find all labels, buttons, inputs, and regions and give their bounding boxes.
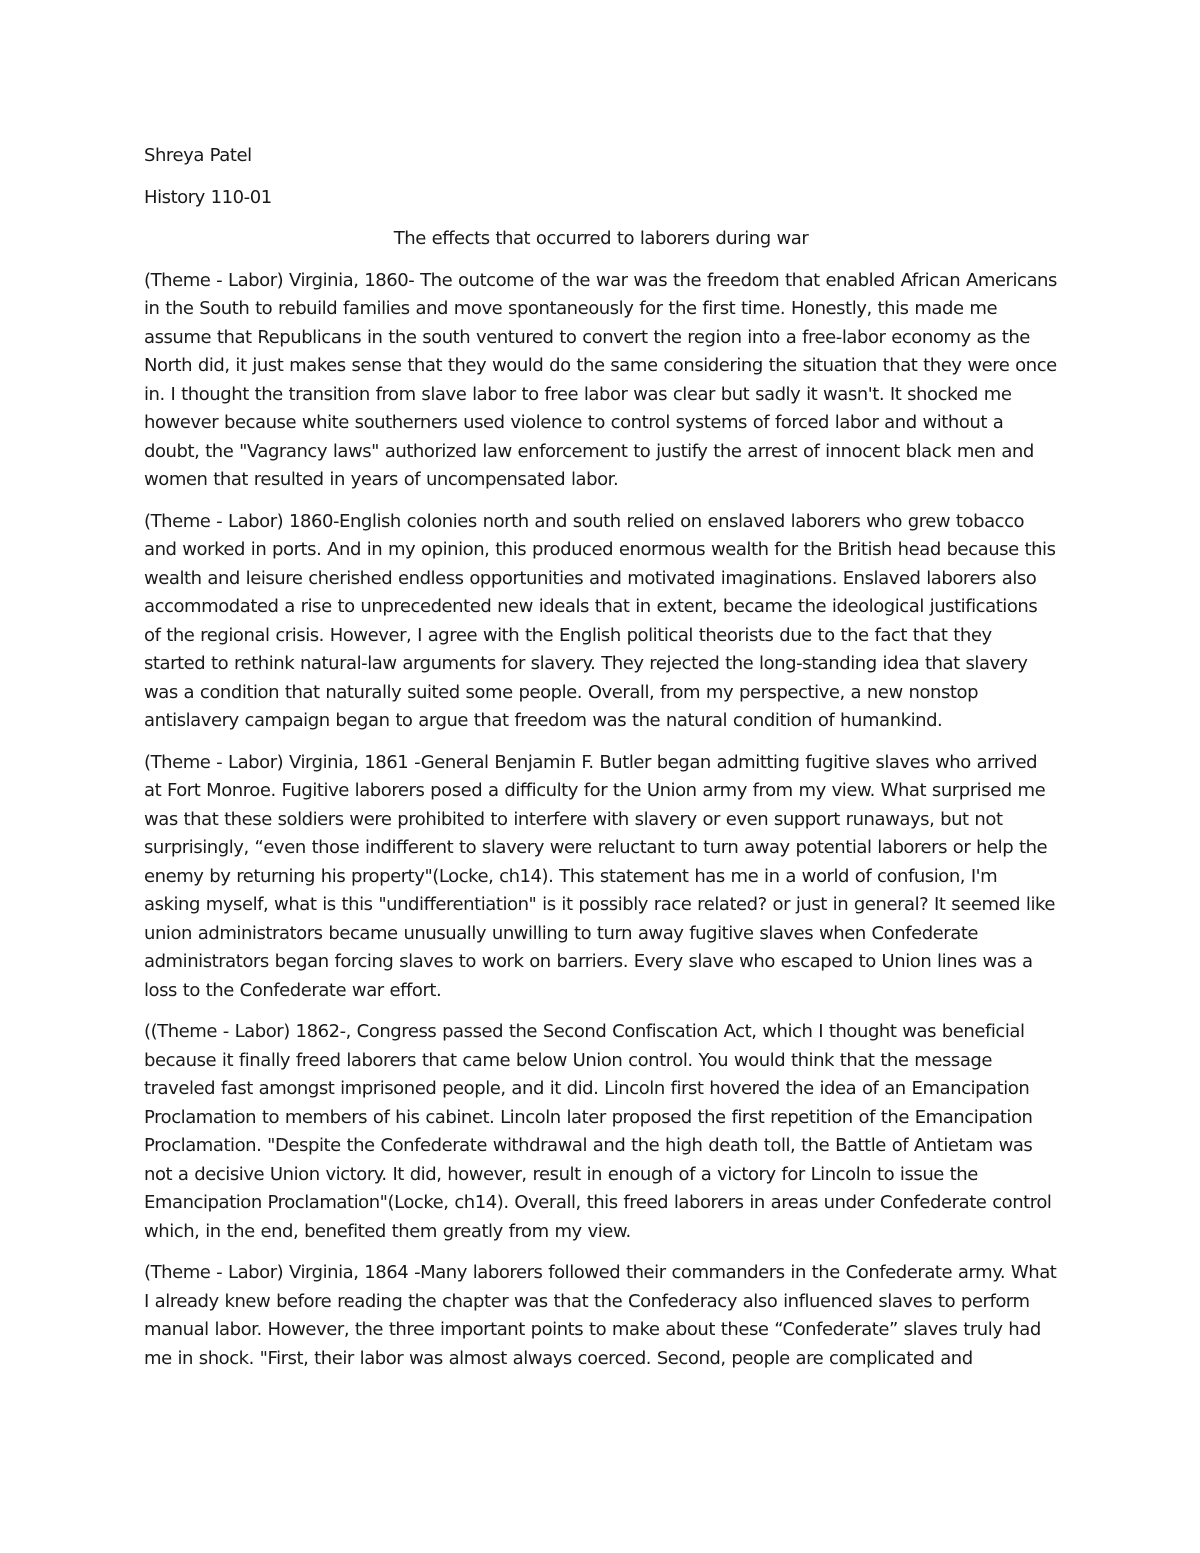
- paragraph-3: (Theme - Labor) Virginia, 1861 -General Benjamin F. Butler began admitting fugitive slaves who arrived at Fort Monroe. Fugitive laborers posed a difficulty for the Union army from my view. What surprised me was that these soldiers were prohibited to interfere with slavery or even support runaways, but not surprisingly, “even those indifferent to slavery were reluctant to turn away potential laborers or help the enemy by returning his property"(Locke, ch14). This statement has me in a world of confusion, I'm asking myself, what is this "undifferentiation" is it possibly race related? or just in general? It seemed like union administrators became unusually unwilling to turn away fugitive slaves when Confederate administrators began forcing slaves to work on barriers. Every slave who escaped to Union lines was a loss to the Confederate war effort.: [144, 751, 1055, 1001]
- document-body: [144, 142, 1058, 1386]
- paragraph-2: (Theme - Labor) 1860-English colonies north and south relied on enslaved laborers who grew tobacco and worked in ports. And in my opinion, this produced enormous wealth for the British head because this wealth and leisure cherished endless opportunities and motivated imaginations. Enslaved laborers also accommodated a rise to unprecedented new ideals that in extent, became the ideological justifications of the regional crisis. However, I agree with the English political theorists due to the fact that they started to rethink natural-law arguments for slavery. They rejected the long-standing idea that slavery was a condition that naturally suited some people. Overall, from my perspective, a new nonstop antislavery campaign began to argue that freedom was the natural condition of humankind.: [144, 510, 1056, 731]
- author-name: Shreya Patel: [144, 145, 252, 166]
- course-name: History 110-01: [144, 186, 272, 208]
- paragraph-4: ((Theme - Labor) 1862-, Congress passed the Second Confiscation Act, which I thought was beneficial because it finally freed laborers that came below Union control. You would think that the message traveled fast amongst imprisoned people, and it did. Lincoln first hovered the idea of an Emancipation Proclamation to members of his cabinet. Lincoln later proposed the first repetition of the Emancipation Proclamation. "Despite the Confederate withdrawal and the high death toll, the Battle of Antietam was not a decisive Union victory. It did, however, result in enough of a victory for Lincoln to issue the Emancipation Proclamation"(Locke, ch14). Overall, this freed laborers in areas under Confederate control which, in the end, benefited them greatly from my view.: [144, 1021, 1052, 1242]
- paragraph-1: (Theme - Labor) Virginia, 1860- The outcome of the war was the freedom that enabled African Americans in the South to rebuild families and move spontaneously for the first time. Honestly, this made me assume that Republicans in the south ventured to convert the region into a free-labor economy as the North did, it just makes sense that they would do the same considering the situation that they were once in. I thought the transition from slave labor to free labor was clear but sadly it wasn't. It shocked me however because white southerners used violence to control systems of forced labor and without a doubt, the "Vagrancy laws" authorized law enforcement to justify the arrest of innocent black men and women that resulted in years of uncompensated labor.: [144, 269, 1057, 490]
- paragraph-5: (Theme - Labor) Virginia, 1864 -Many laborers followed their commanders in the Confederate army. What I already knew before reading the chapter was that the Confederacy also influenced slaves to perform manual labor. However, the three important points to make about these “Confederate” slaves truly had me in shock. "First, their labor was almost always coerced. Second, people are complicated and: [144, 1262, 1057, 1369]
- document-title: The effects that occurred to laborers during war: [393, 228, 809, 249]
